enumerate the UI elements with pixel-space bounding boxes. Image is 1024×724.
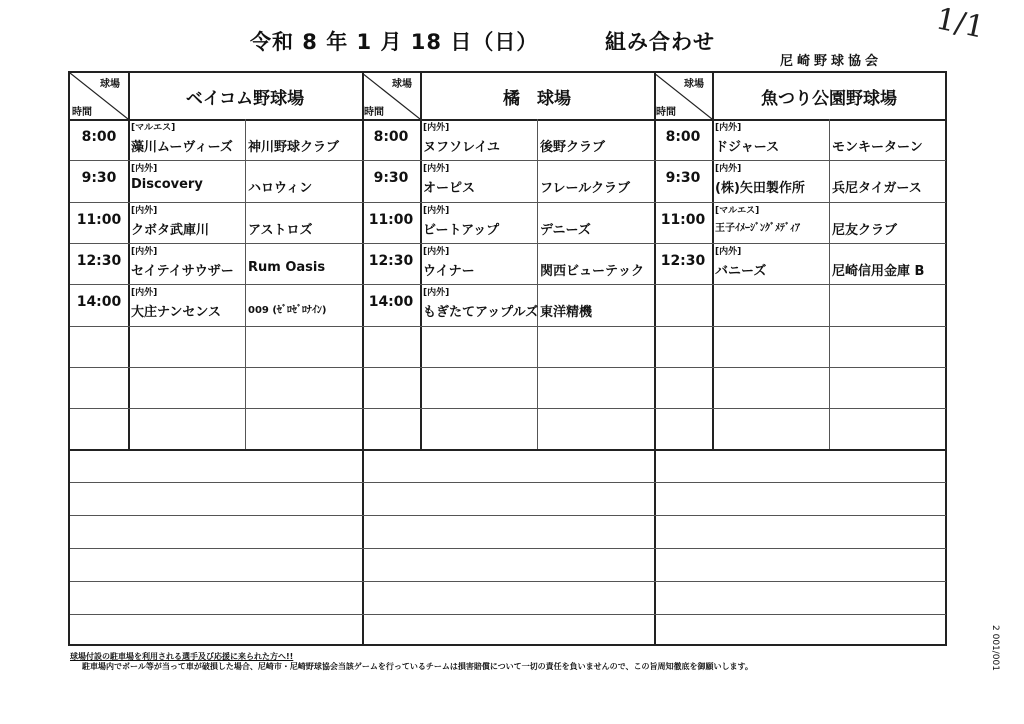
match-time: 9:30 bbox=[81, 170, 117, 187]
home-team: 王子ｲﾒｰｼﾞﾝｸﾞﾒﾃﾞｨｱ bbox=[715, 222, 800, 234]
row-divider bbox=[70, 408, 362, 409]
away-team: 009 (ｾﾞﾛｾﾞﾛﾅｲﾝ) bbox=[248, 305, 327, 317]
away-team: デニーズ bbox=[540, 222, 591, 238]
schedule-sheet bbox=[68, 71, 947, 646]
date-title: 令和 8 年 1 月 18 日（日） bbox=[250, 30, 539, 54]
row-divider bbox=[70, 326, 362, 327]
home-team: クボタ武庫川 bbox=[131, 222, 210, 238]
row-divider bbox=[654, 408, 946, 409]
notes-line bbox=[654, 515, 946, 516]
header-time-label: 時間 bbox=[364, 107, 384, 118]
match-time: 9:30 bbox=[665, 170, 701, 187]
notes-line bbox=[362, 581, 654, 582]
match-time: 8:00 bbox=[81, 129, 117, 145]
match-time: 14:00 bbox=[76, 294, 122, 311]
footer-notice-title: 球場付設の駐車場を利用される選手及び応援に来られた方へ!! bbox=[70, 652, 294, 661]
match-time: 11:00 bbox=[368, 211, 414, 228]
notes-line bbox=[362, 614, 654, 615]
away-team: 後野クラブ bbox=[540, 140, 606, 155]
away-team: モンキーターン bbox=[832, 140, 923, 155]
match-category-tag: [マルエス] bbox=[715, 205, 760, 216]
away-team: 尼崎信用金庫 B bbox=[832, 263, 925, 279]
venue-name: ベイコム野球場 bbox=[185, 88, 305, 109]
match-time: 8:00 bbox=[665, 129, 701, 145]
fax-stamp: 2 001/001 bbox=[990, 625, 1000, 671]
match-category-tag: [内外] bbox=[715, 246, 742, 257]
away-team: Rum Oasis bbox=[248, 259, 326, 275]
header-place-label: 球場 bbox=[100, 79, 120, 90]
match-time: 12:30 bbox=[76, 252, 122, 269]
row-divider bbox=[654, 284, 946, 285]
home-team: ヌフソレイユ bbox=[423, 140, 500, 155]
notes-line bbox=[70, 614, 362, 615]
row-divider bbox=[362, 408, 654, 409]
away-team: 神川野球クラブ bbox=[248, 140, 340, 155]
notes-line bbox=[70, 482, 362, 483]
home-team: ウイナー bbox=[423, 263, 475, 279]
home-team: オーピス bbox=[423, 181, 476, 197]
home-team: もぎたてアップルズ bbox=[423, 305, 539, 321]
match-category-tag: [内外] bbox=[715, 164, 742, 175]
venue-name: 魚つり公園野球場 bbox=[761, 88, 897, 109]
organizer: 尼崎野球協会 bbox=[780, 54, 883, 69]
home-team: ビートアップ bbox=[423, 222, 500, 238]
header-place-label: 球場 bbox=[684, 79, 704, 90]
home-team: バニーズ bbox=[715, 263, 767, 279]
match-category-tag: [内外] bbox=[423, 164, 450, 175]
notes-line bbox=[654, 548, 946, 549]
header-time-label: 時間 bbox=[72, 107, 92, 118]
match-time: 14:00 bbox=[368, 294, 414, 311]
match-category-tag: [内外] bbox=[131, 164, 158, 175]
match-time: 12:30 bbox=[660, 252, 706, 269]
match-time: 9:30 bbox=[373, 170, 409, 187]
header-time-label: 時間 bbox=[656, 107, 676, 118]
title bbox=[250, 26, 850, 56]
match-category-tag: [内外] bbox=[131, 288, 158, 299]
match-category-tag: [マルエス] bbox=[131, 123, 176, 133]
home-team: (株)矢田製作所 bbox=[715, 181, 805, 197]
away-team: 東洋精機 bbox=[540, 305, 593, 321]
notes-line bbox=[362, 515, 654, 516]
home-team: Discovery bbox=[131, 177, 203, 193]
match-time: 11:00 bbox=[76, 211, 122, 228]
match-category-tag: [内外] bbox=[423, 205, 450, 216]
match-category-tag: [内外] bbox=[423, 288, 450, 299]
notes-line bbox=[362, 482, 654, 483]
notes-line bbox=[70, 515, 362, 516]
row-divider bbox=[362, 367, 654, 368]
match-category-tag: [内外] bbox=[715, 123, 742, 133]
match-category-tag: [内外] bbox=[131, 246, 158, 257]
home-team: 藻川ムーヴィーズ bbox=[131, 140, 233, 155]
footer-notice-body: 駐車場内でボール等が当って車が破損した場合、尼崎市・尼崎野球協会当該ゲームを行っているチームは損害賠償について一切の責任を負いませんので、この旨周知徹底を御願いします。 bbox=[82, 662, 753, 671]
notes-line bbox=[70, 581, 362, 582]
match-category-tag: [内外] bbox=[131, 205, 158, 216]
notes-line bbox=[654, 581, 946, 582]
match-category-tag: [内外] bbox=[423, 246, 450, 257]
subtitle: 組み合わせ bbox=[604, 30, 715, 54]
home-team: 大庄ナンセンス bbox=[131, 305, 221, 321]
row-divider bbox=[654, 326, 946, 327]
away-team: フレールクラブ bbox=[540, 181, 630, 197]
match-time: 12:30 bbox=[368, 252, 414, 269]
away-team: 関西ビューテック bbox=[540, 263, 645, 279]
match-time: 11:00 bbox=[660, 211, 706, 228]
home-team: セイテイサウザー bbox=[131, 263, 234, 279]
notes-line bbox=[654, 482, 946, 483]
away-team: 兵尼タイガース bbox=[832, 181, 922, 197]
venue-name: 橘 球場 bbox=[503, 88, 571, 109]
notes-line bbox=[70, 548, 362, 549]
page-mark: 1/1 bbox=[932, 1, 988, 46]
match-category-tag: [内外] bbox=[423, 123, 450, 133]
row-divider bbox=[654, 367, 946, 368]
home-team: ドジャース bbox=[715, 140, 780, 155]
notes-line bbox=[654, 614, 946, 615]
row-divider bbox=[362, 326, 654, 327]
away-team: 尼友クラブ bbox=[832, 222, 898, 238]
away-team: ハロウィン bbox=[248, 181, 313, 197]
row-divider bbox=[70, 367, 362, 368]
away-team: アストロズ bbox=[248, 222, 313, 238]
notes-line bbox=[362, 548, 654, 549]
grid-bottom bbox=[70, 449, 945, 451]
match-time: 8:00 bbox=[373, 129, 409, 145]
header-place-label: 球場 bbox=[392, 79, 412, 90]
